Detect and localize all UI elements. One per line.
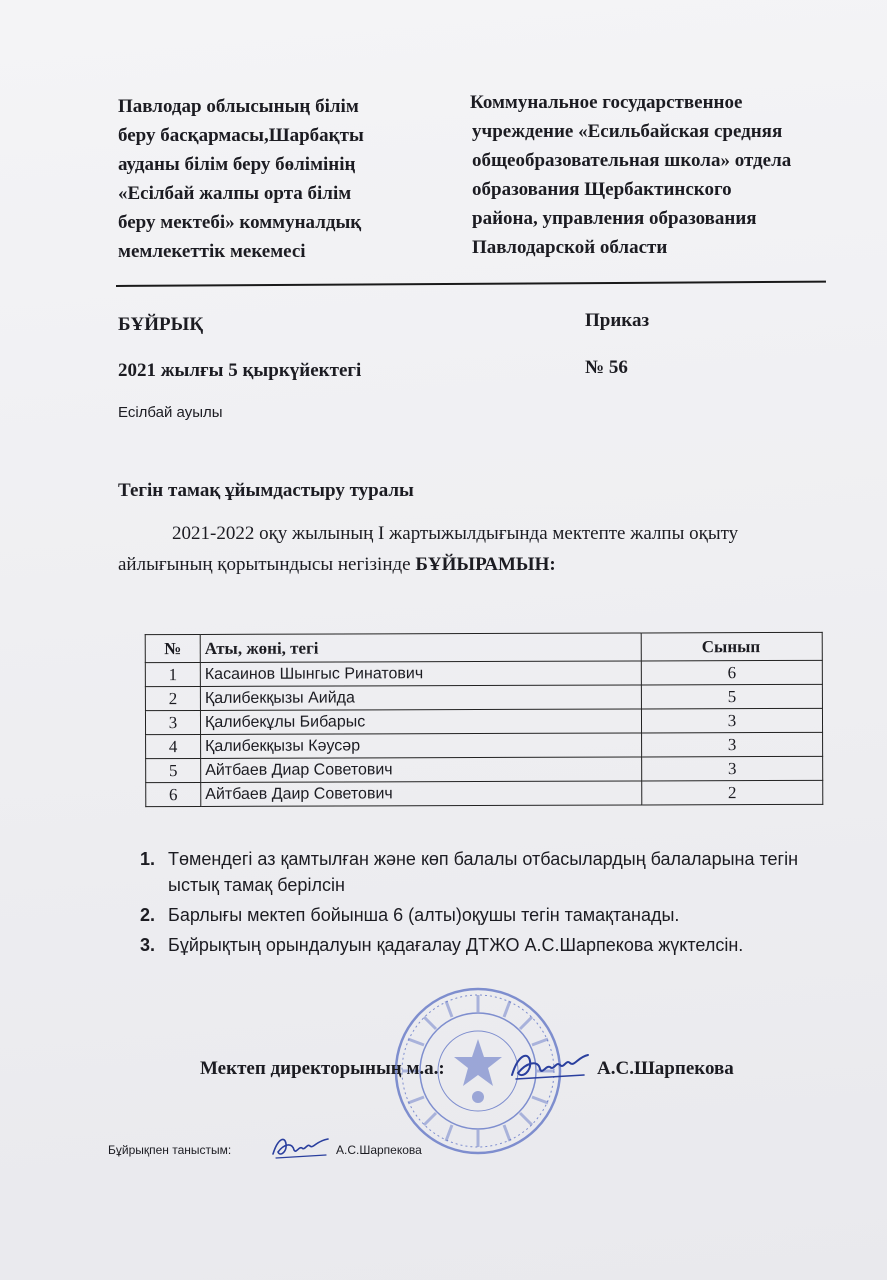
header-russian-line: Павлодарской области (472, 237, 668, 258)
acknowledgement-signature-icon (270, 1132, 332, 1162)
list-item (140, 932, 840, 958)
student-grade: 2 (642, 780, 823, 805)
header-russian-line: общеобразовательная школа» отдела (472, 150, 792, 171)
column-header-grade: Сынып (641, 632, 822, 661)
table-row (145, 684, 822, 710)
header-russian (470, 88, 850, 262)
header-kazakh-line: мемлекеттік мекемесі (118, 241, 306, 262)
intro-line-2-text: айлығының қорытындысы негізінде (118, 554, 416, 575)
order-date: 2021 жылғы 5 қыркүйектегі (118, 360, 362, 381)
intro-line-1: 2021-2022 оқу жылының I жартыжылдығында мектепте жалпы оқыту (172, 523, 739, 544)
header-kazakh-line: «Есілбай жалпы орта білім (118, 183, 352, 204)
order-number: № 56 (585, 357, 628, 378)
student-name: Айтбаев Диар Советович (201, 757, 642, 783)
student-name: Касаинов Шынгыс Ринатович (200, 661, 641, 687)
order-points (140, 846, 840, 962)
director-position: Мектеп директорының м.а.: (200, 1058, 445, 1079)
table-row (145, 660, 822, 686)
table-row (146, 756, 823, 782)
header-kazakh-line: ауданы білім беру бөлімінің (118, 154, 356, 175)
point-number: 1. (140, 849, 156, 869)
row-number: 3 (145, 710, 200, 734)
header-russian-line: образования Щербактинского (472, 179, 732, 200)
table-row (145, 708, 822, 734)
row-number: 1 (145, 662, 200, 686)
table-header-row (145, 632, 822, 662)
row-number: 6 (146, 782, 201, 806)
student-grade: 5 (641, 684, 822, 709)
acknowledgement-name: А.С.Шарпекова (336, 1143, 422, 1157)
point-text: Барлығы мектеп бойынша 6 (алты)оқушы тегін тамақтанады. (168, 905, 680, 925)
student-name: Қалибекқызы Кәусәр (201, 733, 642, 759)
order-title-kazakh: БҰЙРЫҚ (118, 314, 204, 335)
intro-line-2 (118, 549, 838, 580)
director-signature-icon (508, 1045, 592, 1087)
header-kazakh-line: Павлодар облысының білім (118, 96, 359, 117)
list-item (140, 846, 840, 898)
row-number: 4 (146, 734, 201, 758)
header-russian-line: района, управления образования (472, 208, 757, 229)
table-row (146, 780, 823, 806)
village-name: Есілбай ауылы (118, 404, 223, 421)
point-number: 2. (140, 905, 156, 925)
student-name: Қалибекұлы Бибарыс (200, 709, 641, 735)
director-name: А.С.Шарпекова (597, 1058, 734, 1079)
intro-paragraph (118, 518, 838, 580)
student-name: Айтбаев Даир Советович (201, 781, 642, 807)
column-header-name: Аты, жөні, тегі (200, 633, 641, 663)
header-kazakh (118, 92, 428, 266)
header-divider (116, 281, 826, 287)
intro-command: БҰЙЫРАМЫН: (415, 554, 556, 575)
point-text: Бұйрықтың орындалуын қадағалау ДТЖО А.С.Шарпекова жүктелсін. (168, 935, 744, 955)
row-number: 5 (146, 758, 201, 782)
header-kazakh-line: беру мектебі» коммуналдық (118, 212, 362, 233)
row-number: 2 (145, 686, 200, 710)
student-grade: 3 (641, 708, 822, 733)
student-grade: 6 (641, 660, 822, 685)
column-header-number: № (145, 634, 200, 662)
student-name: Қалибекқызы Аийда (200, 685, 641, 711)
point-text: Төмендегі аз қамтылған және көп балалы отбасылардың балаларына тегін ыстық тамақ берілсін (168, 849, 799, 895)
header-russian-line: Коммунальное государственное (470, 92, 743, 113)
table-row (146, 732, 823, 758)
point-number: 3. (140, 935, 156, 955)
order-title-russian: Приказ (585, 310, 650, 331)
student-grade: 3 (642, 732, 823, 757)
header-kazakh-line: беру басқармасы,Шарбақты (118, 125, 364, 146)
header-russian-line: учреждение «Есильбайская средняя (472, 121, 783, 142)
list-item (140, 902, 840, 928)
students-table (145, 632, 824, 807)
acknowledgement-label: Бұйрықпен таныстым: (108, 1143, 232, 1157)
student-grade: 3 (642, 756, 823, 781)
order-subject: Тегін тамақ ұйымдастыру туралы (118, 480, 414, 501)
